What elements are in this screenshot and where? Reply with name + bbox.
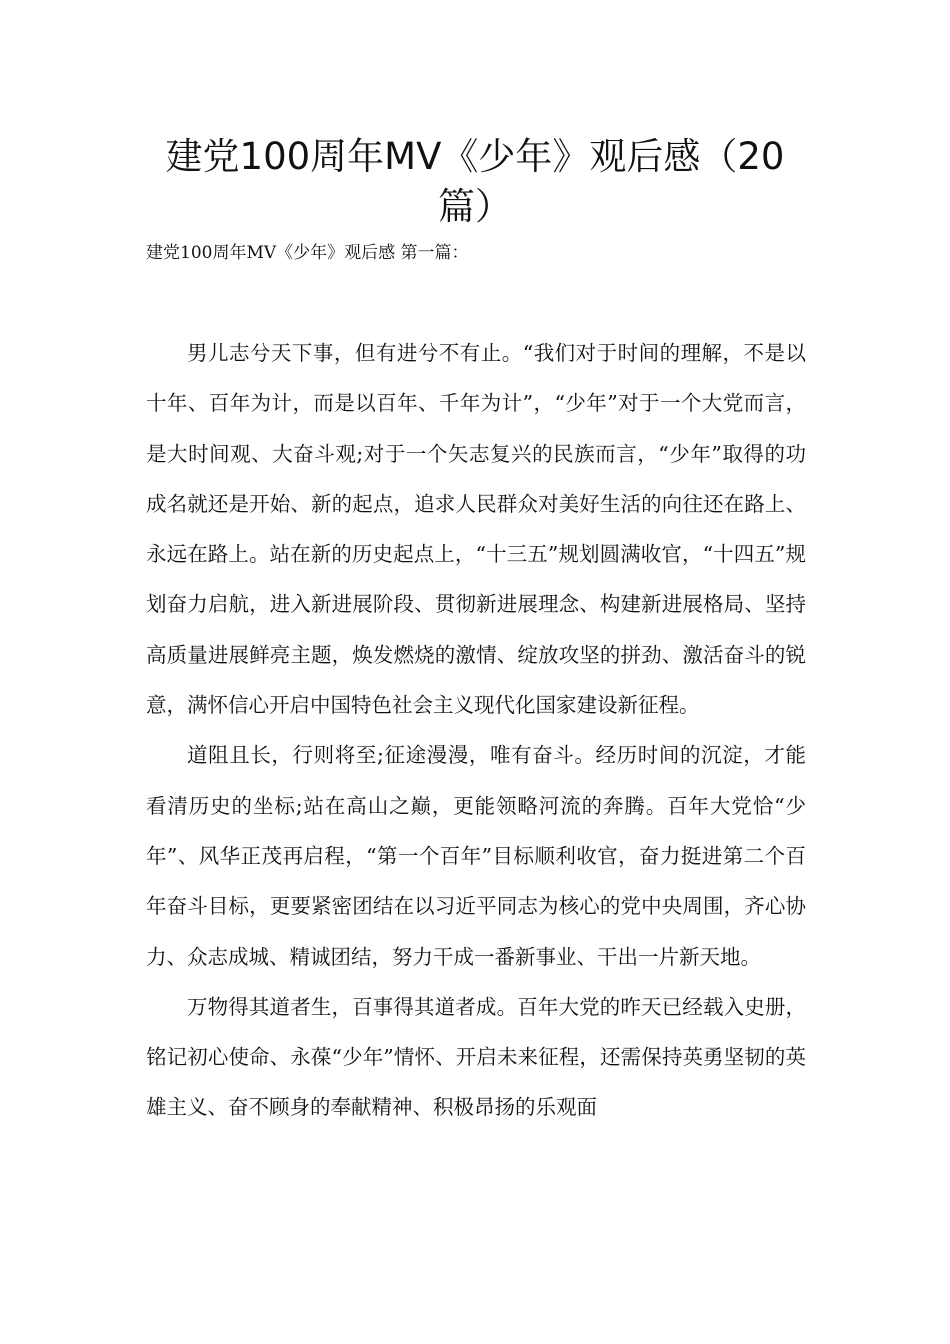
body-text: [146, 328, 806, 1133]
paragraph: 男儿志兮天下事，但有进兮不有止。“我们对于时间的理解，不是以十年、百年为计，而是以百年、千年为计”，“少年”对于一个大党而言，是大时间观、大奋斗观;对于一个矢志复兴的民族而言，“少年”取得的功成名就还是开始、新的起点，追求人民群众对美好生活的向往还在路上、永远在路上。站在新的历史起点上，“十三五”规划圆满收官，“十四五”规划奋力启航，进入新进展阶段、贯彻新进展理念、构建新进展格局、坚持高质量进展鲜亮主题，焕发燃烧的激情、绽放攻坚的拼劲、激活奋斗的锐意，满怀信心开启中国特色社会主义现代化国家建设新征程。: [146, 341, 806, 718]
paragraph: 万物得其道者生，百事得其道者成。百年大党的昨天已经载入史册，铭记初心使命、永葆“少年”情怀、开启未来征程，还需保持英勇坚韧的英雄主义、奋不顾身的奉献精神、积极昂扬的乐观面: [146, 994, 806, 1120]
document-title: 建党100周年MV《少年》观后感（20篇）: [165, 135, 785, 228]
section-heading: 建党100周年MV《少年》观后感 第一篇：: [146, 243, 469, 263]
paragraph: 道阻且长，行则将至;征途漫漫，唯有奋斗。经历时间的沉淀，才能看清历史的坐标;站在高山之巅，更能领略河流的奔腾。百年大党恰“少年”、风华正茂再启程，“第一个百年”目标顺利收官，奋力挺进第二个百年奋斗目标，更要紧密团结在以习近平同志为核心的党中央周围，齐心协力、众志成城、精诚团结，努力干成一番新事业、干出一片新天地。: [146, 743, 806, 969]
